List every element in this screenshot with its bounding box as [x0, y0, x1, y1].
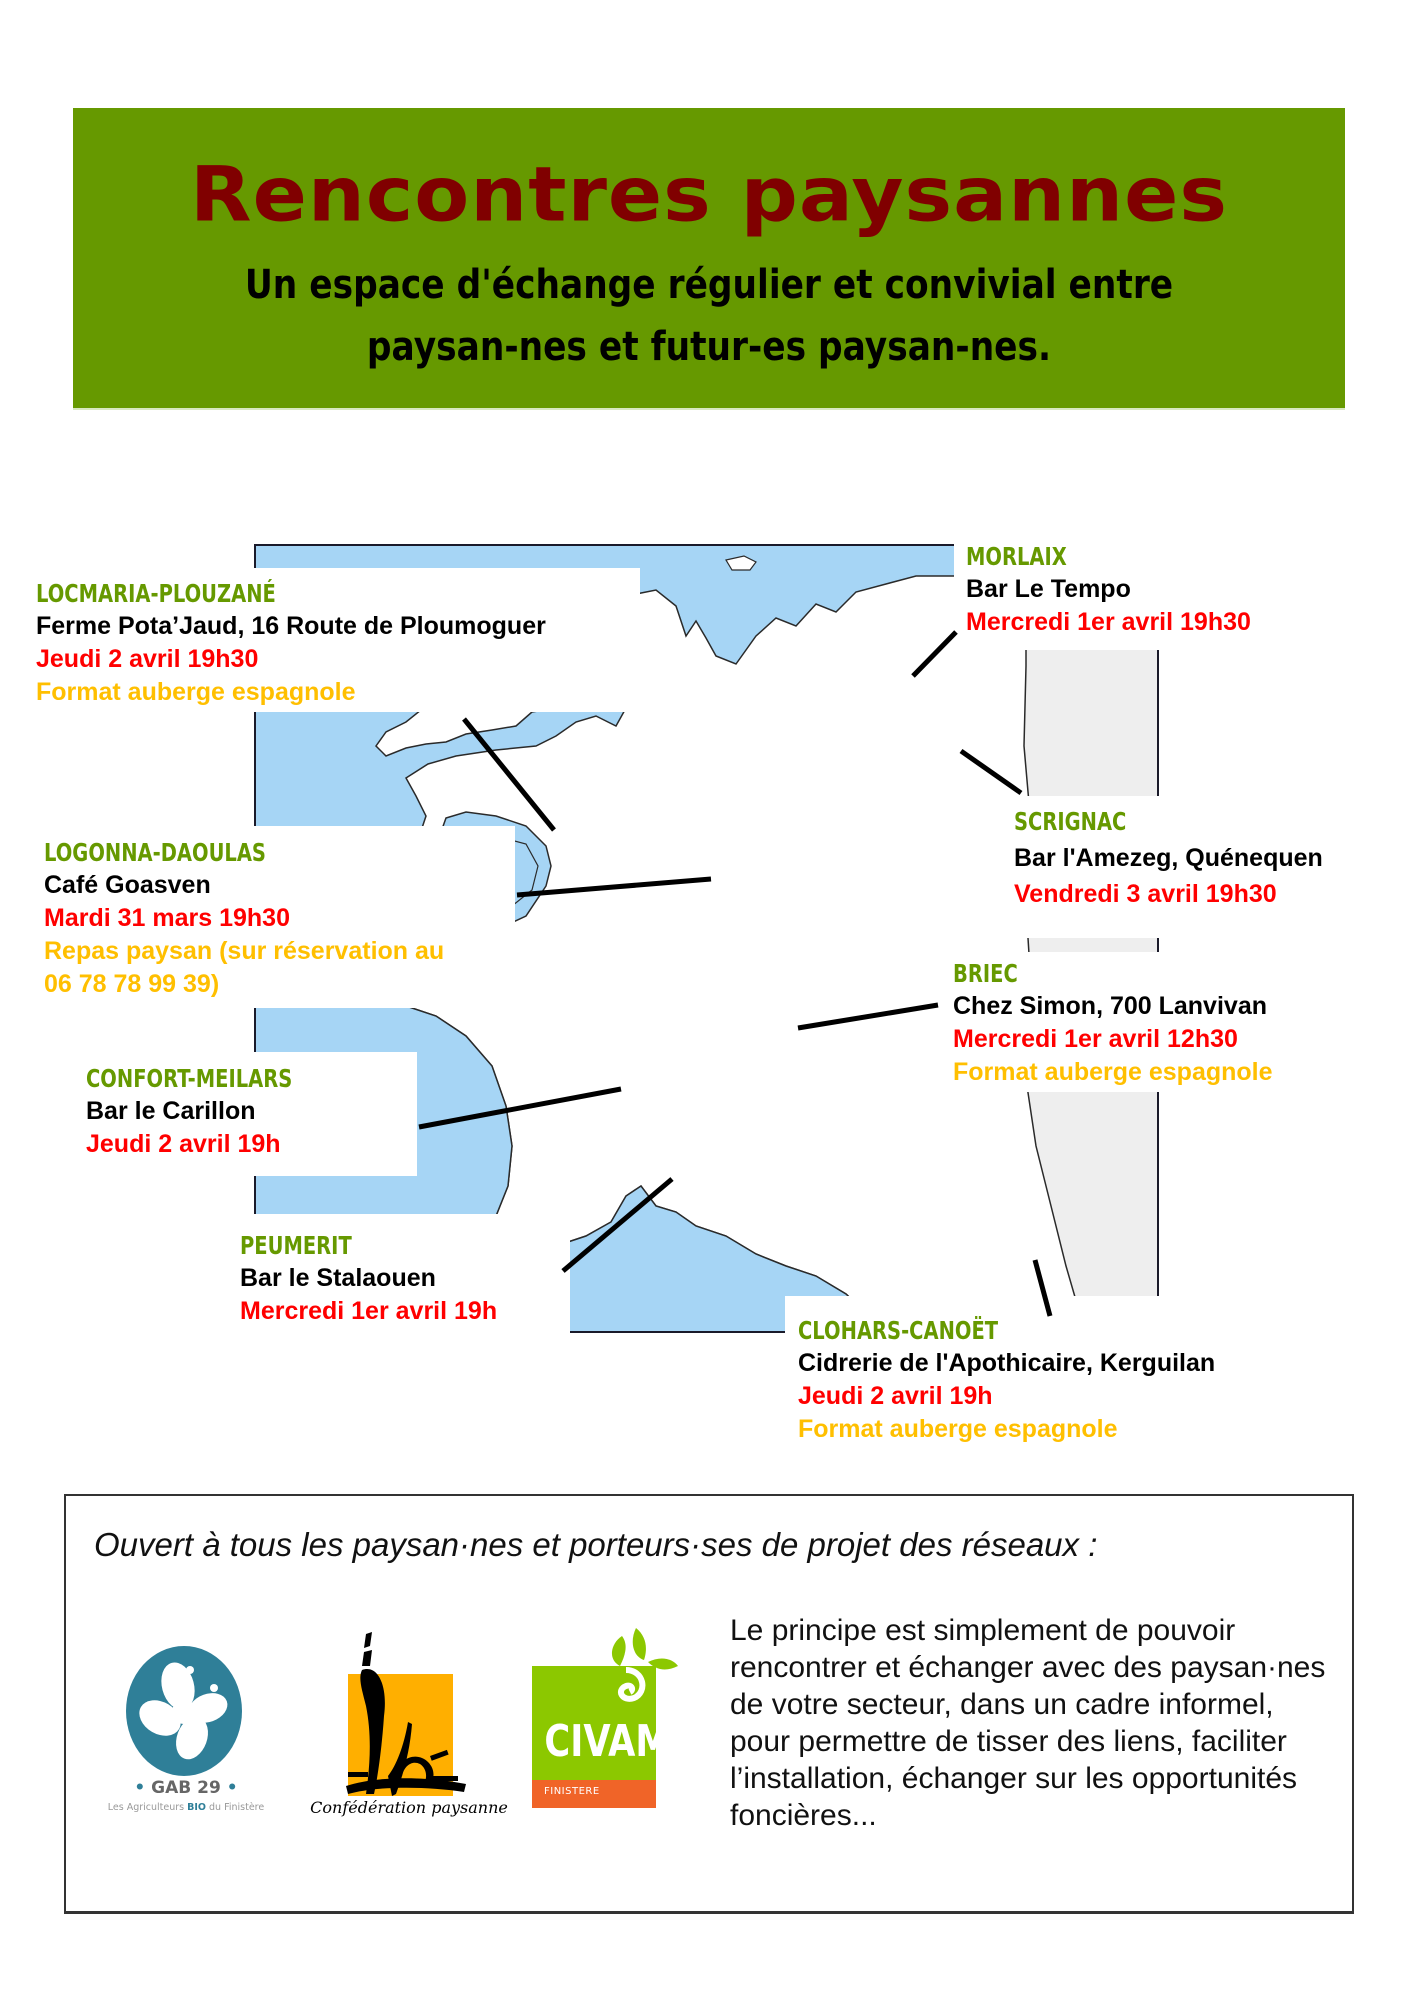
event-date: Mercredi 1er avril 19h [240, 1297, 498, 1325]
open-to-text: Ouvert à tous les paysan·nes et porteurs·ses de projet des réseaux : [94, 1526, 1098, 1563]
event-scrignac [1014, 804, 1323, 912]
event-note-line-2: 06 78 78 99 39) [44, 970, 220, 998]
event-venue: Bar le Carillon [86, 1097, 256, 1125]
civam-leaf-spiral-icon [586, 1626, 706, 1726]
event-morlaix [966, 540, 1251, 639]
event-date: Mercredi 1er avril 19h30 [966, 608, 1251, 636]
event-briec [953, 957, 1273, 1089]
event-venue: Chez Simon, 700 Lanvivan [953, 992, 1267, 1020]
event-date: Jeudi 2 avril 19h [798, 1382, 993, 1410]
partner-logos [86, 1626, 706, 1866]
event-note: Format auberge espagnole [953, 1058, 1273, 1086]
subtitle-line-1: Un espace d'échange régulier et convivial entre [244, 262, 1174, 308]
gab29-tagline: Les Agriculteurs BIO du Finistère [107, 1802, 265, 1813]
event-note: Format auberge espagnole [36, 678, 356, 706]
event-date: Jeudi 2 avril 19h [86, 1130, 281, 1158]
gab29-name: • GAB 29 • [134, 1778, 238, 1798]
header-banner [73, 108, 1345, 410]
event-note: Format auberge espagnole [798, 1415, 1118, 1443]
event-venue: Cidrerie de l'Apothicaire, Kerguilan [798, 1349, 1216, 1377]
event-date: Mercredi 1er avril 12h30 [953, 1025, 1238, 1053]
event-town: MORLAIX [966, 542, 1067, 571]
event-logonna-daoulas [44, 836, 444, 1001]
event-locmaria-plouzane [36, 577, 546, 709]
flower-icon [126, 1646, 242, 1776]
event-venue: Bar le Stalaouen [240, 1264, 436, 1292]
subtitle-line-2: paysan-nes et futur-es paysan-nes. [366, 324, 1052, 370]
event-confort-meilars [86, 1062, 351, 1161]
networks-info-box [64, 1494, 1354, 1914]
principle-text: Le principe est simplement de pouvoir rencontrer et échanger avec des paysan·nes de votre secteur, dans un cadre informel, pour permettre de tisser des liens, faciliter l’installation, échanger sur les opportunités foncières... [730, 1614, 1326, 1832]
event-town: CLOHARS-CANOËT [798, 1316, 999, 1345]
gab29-logo-flower-icon [126, 1646, 242, 1776]
event-peumerit [240, 1229, 497, 1328]
event-town: SCRIGNAC [1014, 807, 1127, 836]
event-venue: Café Goasven [44, 871, 211, 899]
civam-subtitle: FINISTERE [544, 1786, 600, 1797]
event-town: LOCMARIA-PLOUZANÉ [36, 579, 276, 608]
confederation-name: Confédération paysanne [310, 1798, 508, 1817]
event-venue: Bar l'Amezeg, Quénequen [1014, 844, 1323, 872]
event-date: Vendredi 3 avril 19h30 [1014, 880, 1277, 908]
event-date: Mardi 31 mars 19h30 [44, 904, 290, 932]
event-note-line-1: Repas paysan (sur réservation au [44, 937, 445, 965]
event-town: BRIEC [953, 959, 1018, 988]
event-venue: Ferme Pota’Jaud, 16 Route de Ploumoguer [36, 612, 546, 640]
civam-name: CIVAM [544, 1716, 671, 1767]
event-town: PEUMERIT [240, 1231, 352, 1260]
wheat-sun-icon [326, 1626, 476, 1801]
page-title: Rencontres paysannes [190, 150, 1228, 239]
event-venue: Bar Le Tempo [966, 575, 1131, 603]
page-subtitle [162, 254, 1256, 378]
event-town: LOGONNA-DAOULAS [44, 838, 266, 867]
event-town: CONFORT-MEILARS [86, 1064, 293, 1093]
event-clohars-canoet [798, 1314, 1215, 1446]
event-date: Jeudi 2 avril 19h30 [36, 645, 259, 673]
